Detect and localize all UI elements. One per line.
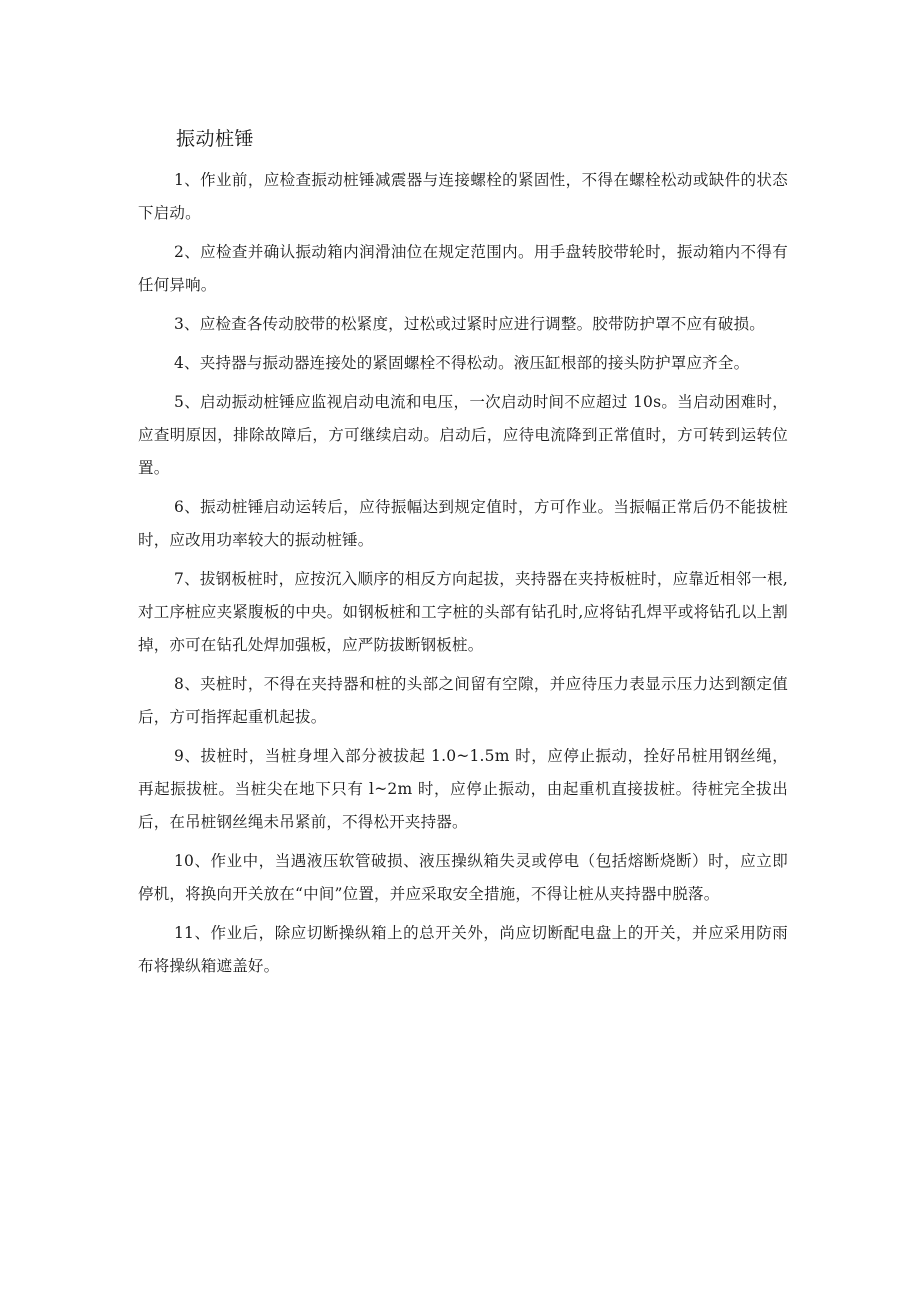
paragraph-10: 10、作业中，当遇液压软管破损、液压操纵箱失灵或停电（包括熔断烧断）时，应立即停机，将换向开关放在“中间”位置，并应采取安全措施，不得让桩从夹持器中脱落。 [138,852,788,903]
document-body [138,122,788,989]
paragraph-5: 5、启动振动桩锤应监视启动电流和电压，一次启动时间不应超过 10s。当启动困难时，应查明原因，排除故障后，方可继续启动。启动后，应待电流降到正常值时，方可转到运转位置。 [138,393,788,477]
paragraph-2: 2、应检查并确认振动箱内润滑油位在规定范围内。用手盘转胶带轮时，振动箱内不得有任何异响。 [138,243,788,294]
document-title: 振动桩锤 [176,128,255,150]
paragraph-3: 3、应检查各传动胶带的松紧度，过松或过紧时应进行调整。胶带防护罩不应有破损。 [174,315,765,333]
paragraph-9: 9、拔桩时，当桩身埋入部分被拔起 1.0~1.5m 时，应停止振动，拴好吊桩用钢丝绳，再起振拔桩。当桩尖在地下只有 l~2m 时，应停止振动，由起重机直接拔桩。待桩完全拔出后，在吊桩钢丝绳未吊紧前，不得松开夹持器。 [138,747,788,831]
paragraph-8: 8、夹桩时，不得在夹持器和桩的头部之间留有空隙，并应待压力表显示压力达到额定值后，方可指挥起重机起拔。 [138,675,788,726]
paragraph-4: 4、夹持器与振动器连接处的紧固螺栓不得松动。液压缸根部的接头防护罩应齐全。 [174,354,750,372]
paragraph-7: 7、拔钢板桩时，应按沉入顺序的相反方向起拔，夹持器在夹持板桩时，应靠近相邻一根,对工序桩应夹紧腹板的中央。如钢板桩和工字桩的头部有钻孔时,应将钻孔焊平或将钻孔以上割掉，亦可在钻孔处焊加强板，应严防拔断钢板桩。 [138,570,788,654]
paragraph-11: 11、作业后，除应切断操纵箱上的总开关外，尚应切断配电盘上的开关，并应采用防雨布将操纵箱遮盖好。 [138,924,788,975]
paragraph-1: 1、作业前，应检查振动桩锤减震器与连接螺栓的紧固性，不得在螺栓松动或缺件的状态下启动。 [138,171,788,222]
paragraph-6: 6、振动桩锤启动运转后，应待振幅达到规定值时，方可作业。当振幅正常后仍不能拔桩时，应改用功率较大的振动桩锤。 [138,498,788,549]
